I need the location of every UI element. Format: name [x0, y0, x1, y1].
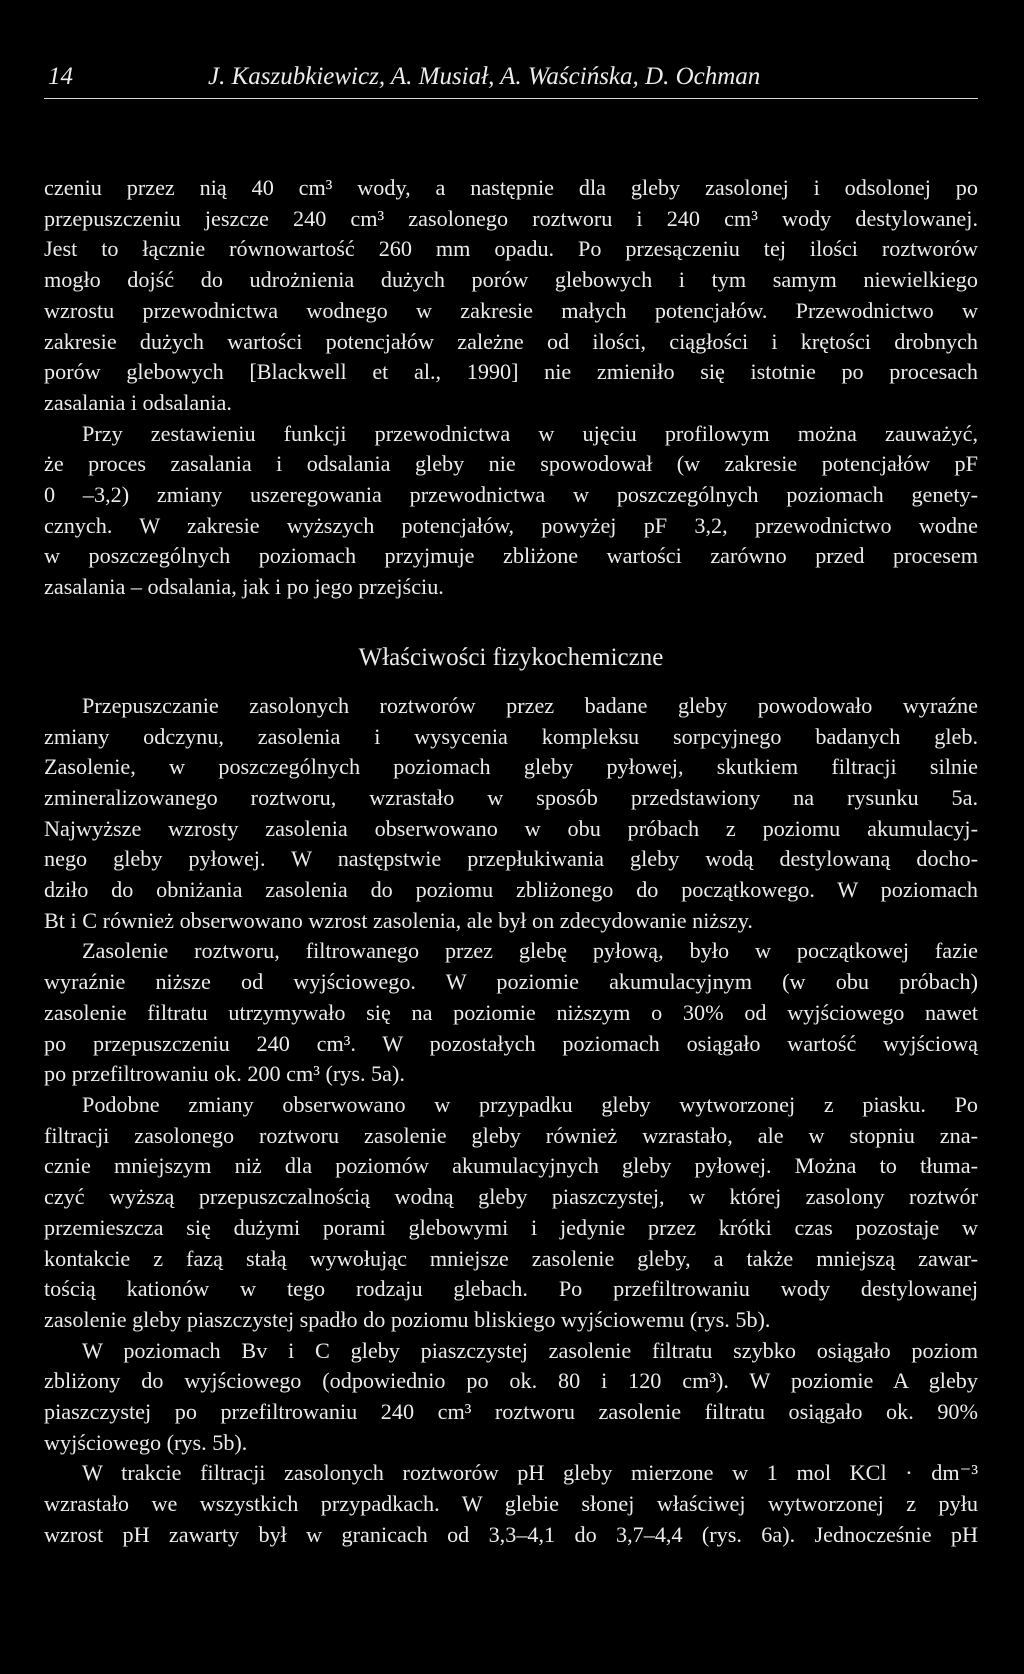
text-line: nego gleby pyłowej. W następstwie przepłukiwania gleby wodą destylowaną docho- — [44, 846, 978, 872]
text-line: zmiany odczynu, zasolenia i wysycenia kompleksu sorpcyjnego badanych gleb. — [44, 723, 978, 749]
body-text — [44, 173, 978, 1551]
text-line: wzrost pH zawarty był w granicach od 3,3–4,1 do 3,7–4,4 (rys. 6a). Jednocześnie pH — [44, 1521, 978, 1547]
text-line: Przepuszczanie zasolonych roztworów przez badane gleby powodowało wyraźne — [82, 692, 978, 718]
text-line: zasalania – odsalania, jak i po jego przejściu. — [44, 574, 444, 600]
paragraph-2 — [44, 419, 978, 603]
text-line: cznie mniejszym niż dla poziomów akumulacyjnych gleby pyłowej. Można to tłuma- — [44, 1153, 978, 1179]
text-line: wzrostu przewodnictwa wodnego w zakresie małych potencjałów. Przewodnictwo w — [44, 297, 978, 323]
text-line: W poziomach Bv i C gleby piaszczystej zasolenie filtratu szybko osiągało poziom — [82, 1337, 978, 1363]
text-line: że proces zasalania i odsalania gleby nie spowodował (w zakresie potencjałów pF — [44, 451, 978, 477]
page-number: 14 — [48, 63, 73, 90]
paragraph-4 — [44, 936, 978, 1090]
text-line: Jest to łącznie równowartość 260 mm opadu. Po przesączeniu tej ilości roztworów — [44, 236, 978, 262]
text-line: mogło dojść do udrożnienia dużych porów glebowych i tym samym niewielkiego — [44, 267, 978, 293]
text-line: po przepuszczeniu 240 cm³. W pozostałych poziomach osiągało wartość wyjściową — [44, 1030, 978, 1056]
header-authors: J. Kaszubkiewicz, A. Musiał, A. Waścińska, D. Ochman — [208, 63, 761, 90]
paragraph-7 — [44, 1458, 978, 1550]
text-line: po przefiltrowaniu ok. 200 cm³ (rys. 5a). — [44, 1061, 405, 1087]
text-line: tością kationów w tego rodzaju glebach. Po przefiltrowaniu wody destylowanej — [44, 1276, 978, 1302]
text-line: 0 –3,2) zmiany uszeregowania przewodnictwa w poszczególnych poziomach genety- — [44, 482, 978, 508]
paragraph-1 — [44, 173, 978, 419]
text-line: Zasolenie, w poszczególnych poziomach gleby pyłowej, skutkiem filtracji silnie — [44, 754, 978, 780]
text-line: wzrastało we wszystkich przypadkach. W glebie słonej właściwej wytworzonej z pyłu — [44, 1491, 978, 1517]
text-line: w poszczególnych poziomach przyjmuje zbliżone wartości zarówno przed procesem — [44, 543, 978, 569]
section-title: Właściwości fizykochemiczne — [358, 643, 664, 671]
text-line: przemieszcza się dużymi porami glebowymi i jedynie przez krótki czas pozostaje w — [44, 1214, 978, 1240]
text-line: wyraźnie niższe od wyjściowego. W poziomie akumulacyjnym (w obu próbach) — [44, 969, 978, 995]
text-line: kontakcie z fazą stałą wywołując mniejsze zasolenie gleby, a także mniejszą zawar- — [44, 1245, 978, 1271]
text-line: cznych. W zakresie wyższych potencjałów, powyżej pF 3,2, przewodnictwo wodne — [44, 512, 978, 538]
text-line: Zasolenie roztworu, filtrowanego przez glebę pyłową, było w początkowej fazie — [82, 938, 978, 964]
text-line: Najwyższe wzrosty zasolenia obserwowano w obu próbach z poziomu akumulacyj- — [44, 815, 978, 841]
text-line: zasolenie gleby piaszczystej spadło do poziomu bliskiego wyjściowemu (rys. 5b). — [44, 1306, 771, 1332]
text-line: filtracji zasolonego roztworu zasolenie gleby również wzrastało, ale w stopniu zna- — [44, 1122, 978, 1148]
paragraph-3 — [44, 691, 978, 937]
text-line: zasolenie filtratu utrzymywało się na poziomie niższym o 30% od wyjściowego nawet — [44, 999, 978, 1025]
text-line: wyjściowego (rys. 5b). — [44, 1429, 248, 1455]
text-line: czeniu przez nią 40 cm³ wody, a następnie dla gleby zasolonej i odsolonej po — [44, 175, 978, 200]
text-line: porów glebowych [Blackwell et al., 1990] nie zmieniło się istotnie po procesach — [44, 359, 978, 385]
paragraph-5 — [44, 1090, 978, 1336]
text-line: Bt i C również obserwowano wzrost zasolenia, ale był on zdecydowanie niższy. — [44, 907, 753, 933]
text-line: zbliżony do wyjściowego (odpowiednio po ok. 80 i 120 cm³). W poziomie A gleby — [44, 1368, 978, 1394]
text-line: Przy zestawieniu funkcji przewodnictwa w ujęciu profilowym można zauważyć, — [82, 420, 978, 446]
text-line: zakresie dużych wartości potencjałów zależne od ilości, ciągłości i krętości drobnych — [44, 328, 978, 354]
text-line: piaszczystej po przefiltrowaniu 240 cm³ roztworu zasolenie filtratu osiągało ok. 90% — [44, 1399, 978, 1425]
text-line: zmineralizowanego roztworu, wzrastało w sposób przedstawiony na rysunku 5a. — [44, 784, 978, 810]
text-line: czyć wyższą przepuszczalnością wodną gleby piaszczystej, w której zasolony roztwór — [44, 1184, 978, 1210]
text-line: przepuszczeniu jeszcze 240 cm³ zasolonego roztworu i 240 cm³ wody destylowanej. — [44, 205, 978, 231]
paragraph-6 — [44, 1336, 978, 1459]
text-line: dziło do obniżania zasolenia do poziomu zbliżonego do początkowego. W poziomach — [44, 877, 978, 903]
running-header — [44, 62, 978, 99]
text-line: Podobne zmiany obserwowano w przypadku gleby wytworzonej z piasku. Po — [82, 1091, 978, 1117]
text-line: zasalania i odsalania. — [44, 389, 232, 415]
text-line: W trakcie filtracji zasolonych roztworów pH gleby mierzone w 1 mol KCl · dm⁻³ — [82, 1460, 978, 1486]
